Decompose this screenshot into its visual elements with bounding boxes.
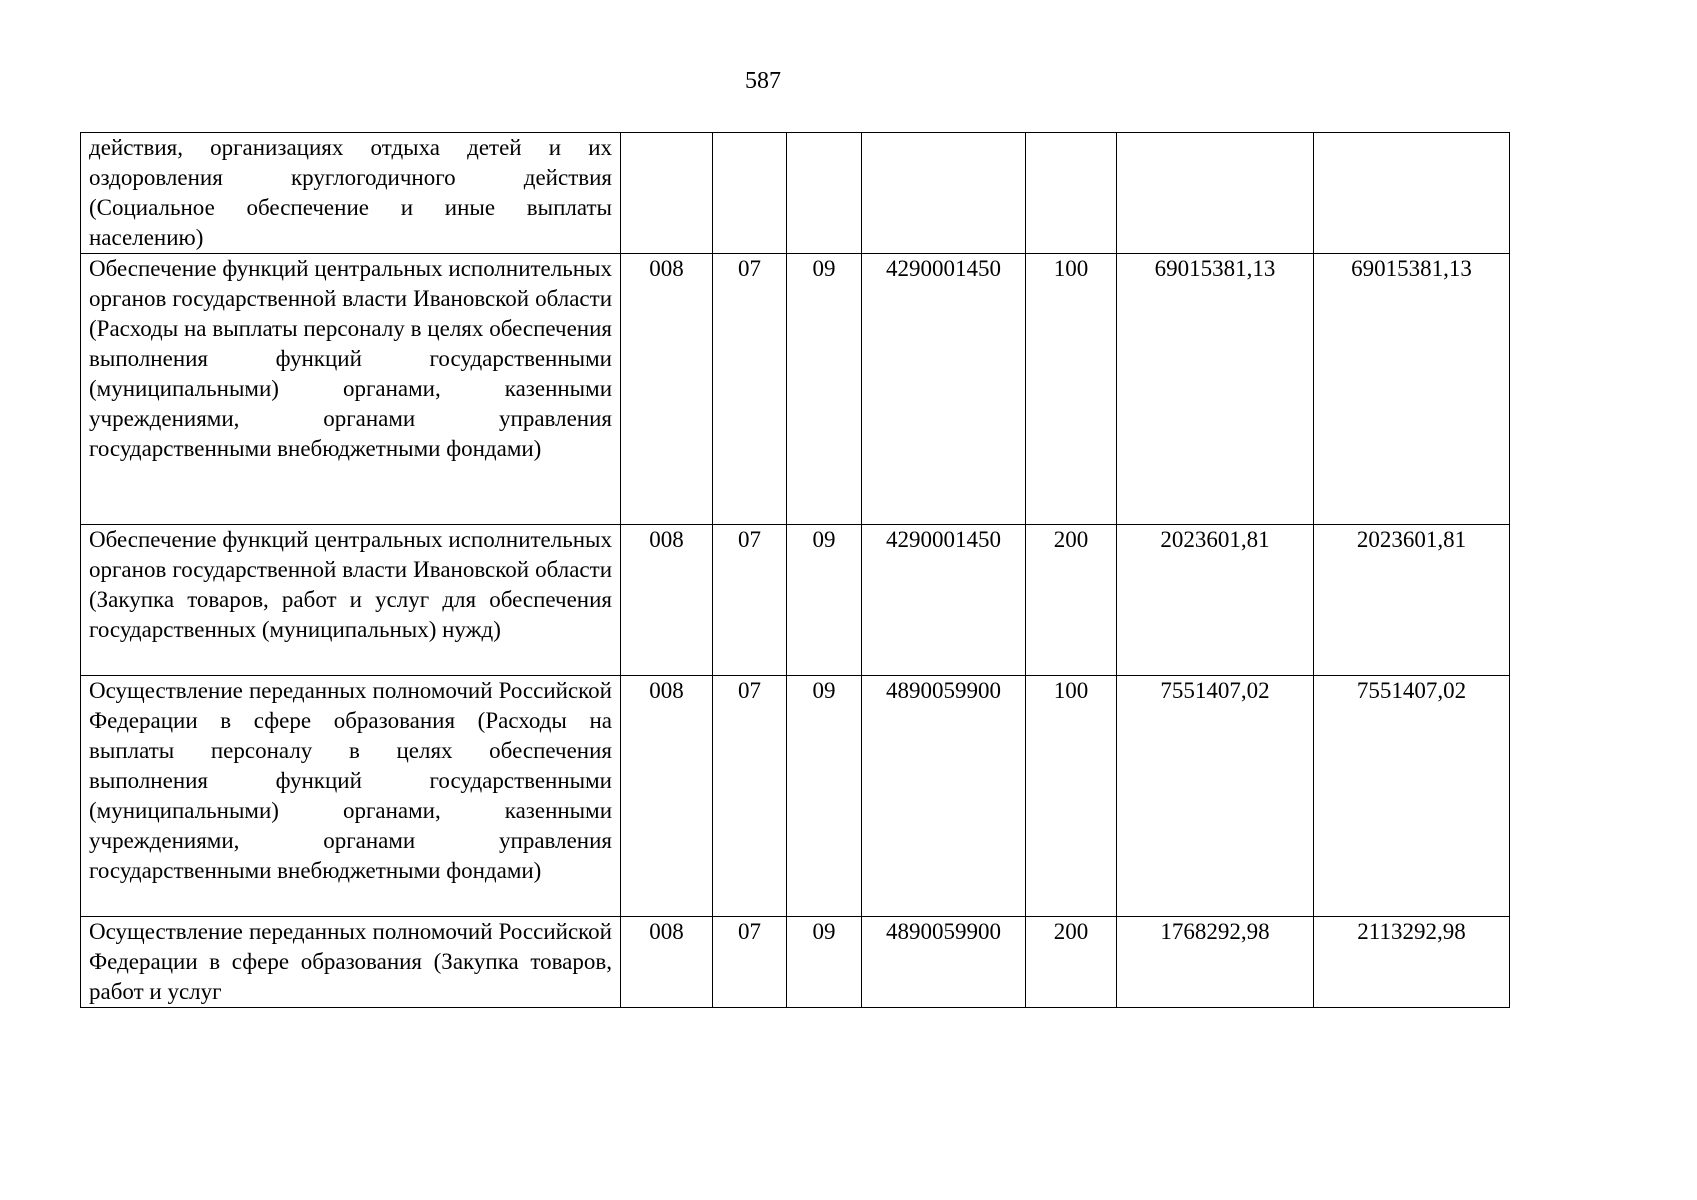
- section-code: 07: [713, 254, 787, 525]
- ministry-code: [621, 133, 713, 254]
- target-article-code: 4890059900: [862, 917, 1026, 1008]
- section-code: [713, 133, 787, 254]
- expense-type-code: 200: [1026, 917, 1117, 1008]
- budget-table: [80, 132, 1510, 1008]
- section-code: 07: [713, 917, 787, 1008]
- subsection-code: 09: [787, 525, 862, 676]
- target-article-code: 4290001450: [862, 254, 1026, 525]
- subsection-code: 09: [787, 676, 862, 917]
- table-row: [81, 254, 1510, 525]
- amount-1: 1768292,98: [1117, 917, 1314, 1008]
- table-row: [81, 917, 1510, 1008]
- target-article-code: 4890059900: [862, 676, 1026, 917]
- row-description: Обеспечение функций центральных исполнительных органов государственной власти Ивановской области (Закупка товаров, работ и услуг для обеспечения государственных (муниципальных) нужд): [81, 525, 621, 676]
- subsection-code: 09: [787, 254, 862, 525]
- expense-type-code: [1026, 133, 1117, 254]
- amount-2: 2023601,81: [1314, 525, 1510, 676]
- subsection-code: 09: [787, 917, 862, 1008]
- subsection-code: [787, 133, 862, 254]
- amount-2: 2113292,98: [1314, 917, 1510, 1008]
- target-article-code: [862, 133, 1026, 254]
- ministry-code: 008: [621, 525, 713, 676]
- expense-type-code: 200: [1026, 525, 1117, 676]
- amount-1: 2023601,81: [1117, 525, 1314, 676]
- row-description: Осуществление переданных полномочий Российской Федерации в сфере образования (Расходы на выплаты персоналу в целях обеспечения выполнения функций государственными (муниципальными) органами, казенными учреждениями, органами управления государственными внебюджетными фондами): [81, 676, 621, 917]
- expense-type-code: 100: [1026, 676, 1117, 917]
- amount-1: 69015381,13: [1117, 254, 1314, 525]
- page-number: 587: [745, 68, 781, 94]
- ministry-code: 008: [621, 254, 713, 525]
- expense-type-code: 100: [1026, 254, 1117, 525]
- amount-1: [1117, 133, 1314, 254]
- amount-1: 7551407,02: [1117, 676, 1314, 917]
- amount-2: 69015381,13: [1314, 254, 1510, 525]
- section-code: 07: [713, 525, 787, 676]
- ministry-code: 008: [621, 676, 713, 917]
- table-row: [81, 133, 1510, 254]
- ministry-code: 008: [621, 917, 713, 1008]
- row-description: действия, организациях отдыха детей и их оздоровления круглогодичного действия (Социальное обеспечение и иные выплаты населению): [81, 133, 621, 254]
- amount-2: 7551407,02: [1314, 676, 1510, 917]
- table-row: [81, 525, 1510, 676]
- section-code: 07: [713, 676, 787, 917]
- row-description: Осуществление переданных полномочий Российской Федерации в сфере образования (Закупка товаров, работ и услуг: [81, 917, 621, 1008]
- amount-2: [1314, 133, 1510, 254]
- row-description: Обеспечение функций центральных исполнительных органов государственной власти Ивановской области (Расходы на выплаты персоналу в целях обеспечения выполнения функций государственными (муниципальными) органами, казенными учреждениями, органами управления государственными внебюджетными фондами): [81, 254, 621, 525]
- target-article-code: 4290001450: [862, 525, 1026, 676]
- table-row: [81, 676, 1510, 917]
